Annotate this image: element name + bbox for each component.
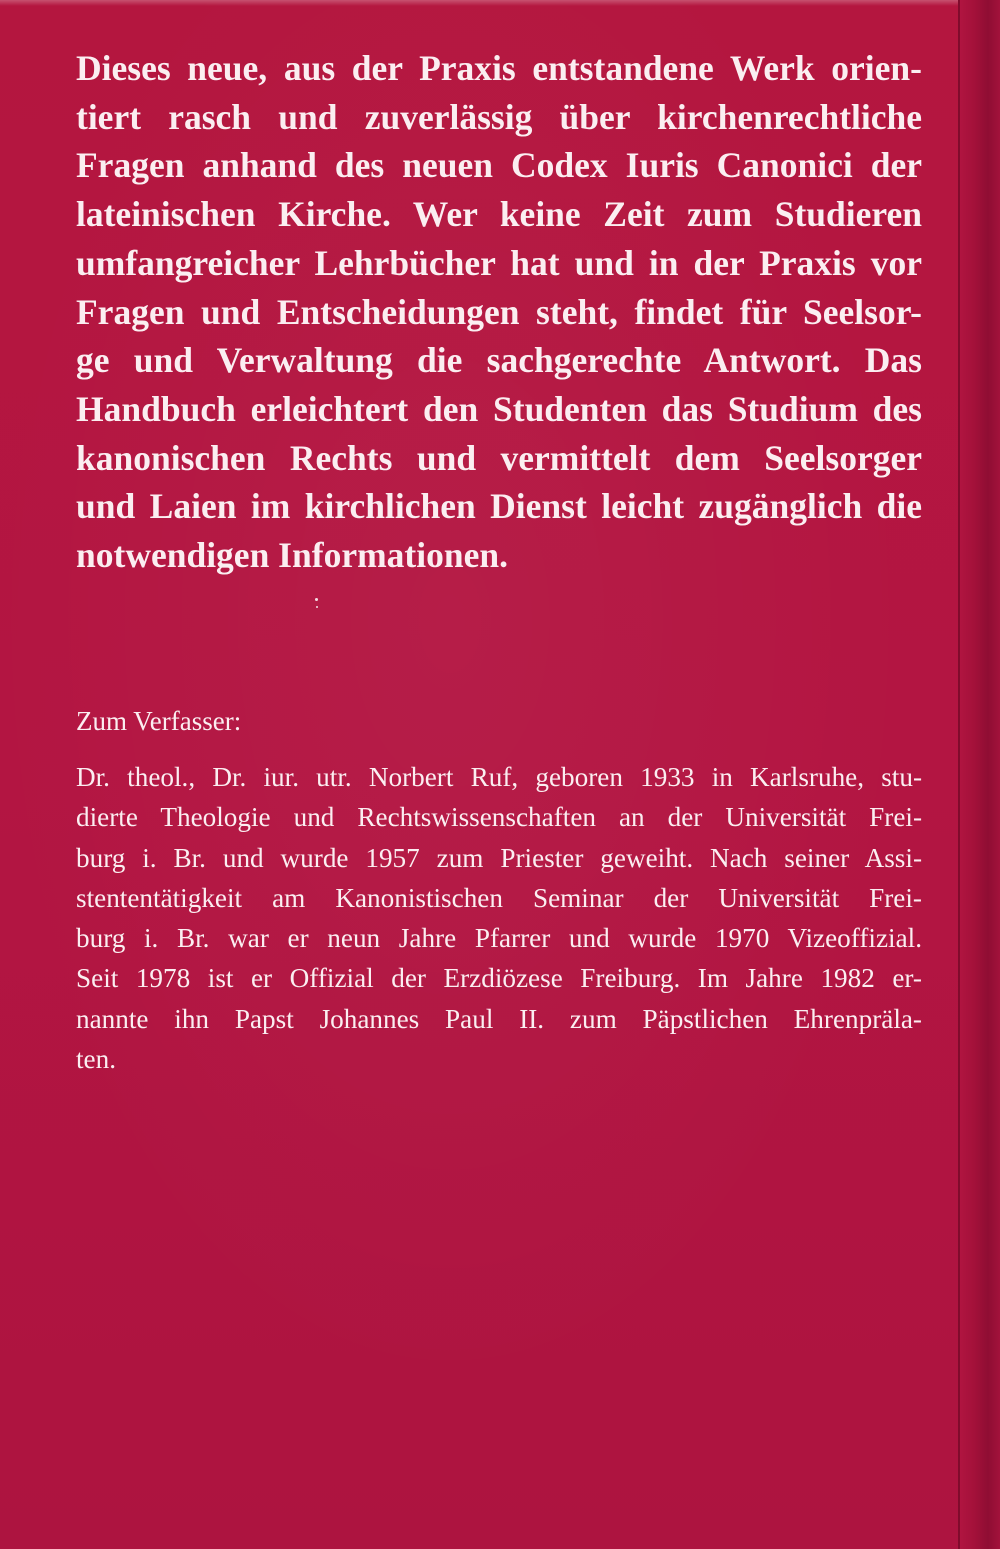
blurb-line: Dieses neue, aus der Praxis entstandene Werk orien- <box>76 48 922 88</box>
bio-line: dierte Theologie und Rechtswissenschaften an der Universität Frei- <box>76 802 922 833</box>
blurb-line: ge und Verwaltung die sachgerechte Antwort. Das <box>76 340 922 381</box>
author-bio <box>76 757 922 1079</box>
blurb-line: Handbuch erleichtert den Studenten das Studium des <box>76 388 922 429</box>
blurb-line: tiert rasch und zuverlässig über kirchenrechtliche <box>76 96 922 137</box>
blurb-line: Fragen anhand des neuen Codex Iuris Canonici der <box>76 145 922 186</box>
print-speck <box>315 598 318 601</box>
bio-line: stententätigkeit am Kanonistischen Seminar der Universität Frei- <box>76 882 922 913</box>
blurb-line: Fragen und Entscheidungen steht, findet für Seelsor- <box>76 291 922 332</box>
author-heading: Zum Verfasser: <box>76 706 242 736</box>
bio-line: Dr. theol., Dr. iur. utr. Norbert Ruf, geboren 1933 in Karlsruhe, stu- <box>76 762 922 792</box>
bio-line: nannte ihn Papst Johannes Paul II. zum Päpstlichen Ehrenpräla- <box>76 1003 922 1034</box>
blurb-line: umfangreicher Lehrbücher hat und in der Praxis vor <box>76 242 922 283</box>
blurb-line: und Laien im kirchlichen Dienst leicht zugänglich die <box>76 486 922 527</box>
bio-line: burg i. Br. und wurde 1957 zum Priester geweiht. Nach seiner Assi- <box>76 842 922 873</box>
cover-top-edge <box>0 0 1000 6</box>
spine-edge <box>958 0 1000 1549</box>
blurb-line: lateinischen Kirche. Wer keine Zeit zum Studieren <box>76 194 922 235</box>
blurb-paragraph <box>76 44 922 580</box>
blurb-line: kanonischen Rechts und vermittelt dem Seelsorger <box>76 437 922 478</box>
blurb-line: notwendigen Informationen. <box>76 535 508 576</box>
bio-line: ten. <box>76 1044 117 1075</box>
bio-line: burg i. Br. war er neun Jahre Pfarrer und wurde 1970 Vizeoffizial. <box>76 923 922 954</box>
print-speck <box>316 606 318 608</box>
bio-line: Seit 1978 ist er Offizial der Erzdiözese Freiburg. Im Jahre 1982 er- <box>76 963 922 994</box>
